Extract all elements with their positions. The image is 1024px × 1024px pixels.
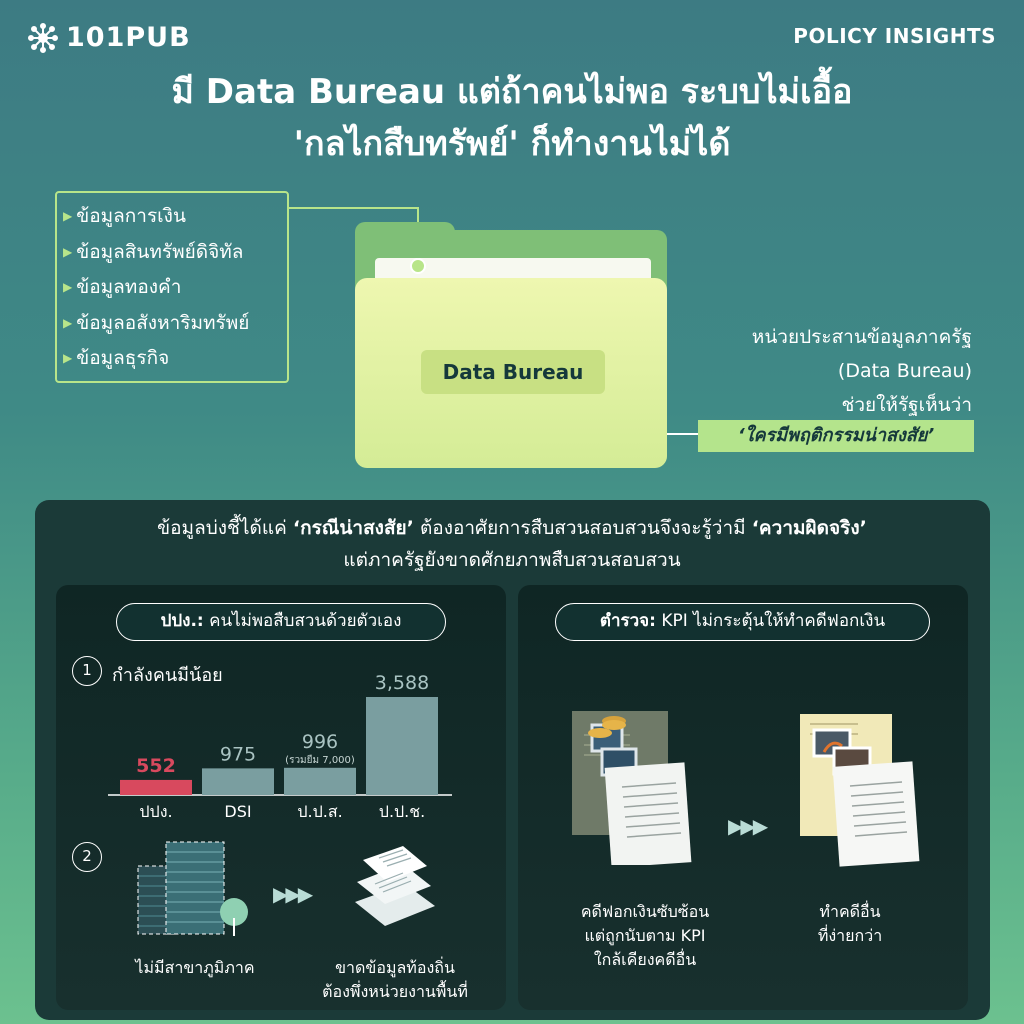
no-regional-branch-caption: ไม่มีสาขาภูมิภาค bbox=[135, 958, 255, 977]
category-label: DSI bbox=[224, 802, 252, 821]
complex-case-caption: คดีฟอกเงินซับซ้อน แต่ถูกนับตาม KPI ใกล้เคียงคดีอื่น bbox=[580, 902, 710, 969]
title-line-2: 'กลไกสืบทรัพย์' ก็ทำงานไม่ได้ bbox=[293, 124, 731, 164]
list-item: ▶ ข้อมูลการเงิน bbox=[63, 205, 186, 227]
bar-value-label: 552 bbox=[136, 754, 176, 777]
bar-value-label: 975 bbox=[219, 743, 257, 766]
folder-label: Data Bureau bbox=[421, 350, 605, 394]
title-line-1: มี Data Bureau แต่ถ้าคนไม่พอ ระบบไม่เอื้อ bbox=[171, 72, 853, 112]
list-item: ▶ ข้อมูลสินทรัพย์ดิจิทัล bbox=[63, 240, 244, 263]
bar-value-label: 996 bbox=[301, 730, 339, 753]
step1-title: กำลังคนมีน้อย bbox=[112, 665, 223, 686]
bar-note-label: (รวมยืม 7,000) bbox=[285, 754, 355, 766]
list-item: ▶ ข้อมูลอสังหาริมทรัพย์ bbox=[63, 311, 250, 334]
arrow-chevrons-icon: ▶▶▶ bbox=[273, 882, 311, 906]
local-data-caption: ขาดข้อมูลท้องถิ่น ต้องพึ่งหน่วยงานพื้นที่ bbox=[322, 958, 468, 1001]
other-case-icon bbox=[798, 708, 923, 868]
building-icon bbox=[128, 838, 258, 938]
amlo-pill: ปปง.: คนไม่พอสืบสวนด้วยตัวเอง bbox=[116, 603, 446, 641]
bar bbox=[366, 697, 438, 795]
panel-statement: ข้อมูลบ่งชี้ได้แค่ ‘กรณีน่าสงสัย’ ต้องอาศัยการสืบสวนสอบสวนจึงจะรู้ว่ามี ‘ความผิดจริง’ แต่ภาครัฐยังขาดศักยภาพสืบสวนสอบสวน bbox=[157, 517, 867, 571]
step-number: 2 bbox=[72, 842, 102, 872]
section-tag: POLICY INSIGHTS bbox=[793, 24, 996, 48]
step-number: 1 bbox=[72, 656, 102, 686]
staff-bar-chart bbox=[100, 670, 460, 825]
bar-value-label: 3,588 bbox=[374, 672, 430, 694]
emphasis-real-offense: ‘ความผิดจริง’ bbox=[751, 517, 867, 539]
arrow-chevrons-icon: ▶▶▶ bbox=[728, 814, 766, 838]
category-label: ป.ป.ส. bbox=[297, 802, 343, 821]
list-item: ▶ ข้อมูลธุรกิจ bbox=[63, 347, 170, 369]
police-pill: ตำรวจ: KPI ไม่กระตุ้นให้ทำคดีฟอกเงิน bbox=[555, 603, 930, 641]
category-label: ป.ป.ช. bbox=[378, 802, 426, 821]
list-item: ▶ ข้อมูลทองคำ bbox=[63, 276, 182, 298]
bureau-description: หน่วยประสานข้อมูลภาครัฐ (Data Bureau) ช่วยให้รัฐเห็นว่า bbox=[751, 326, 972, 416]
suspicious-behavior-highlight: ‘ใครมีพฤติกรรมน่าสงสัย’ bbox=[698, 420, 974, 452]
document-stack-icon bbox=[345, 842, 445, 942]
emphasis-suspicious: ‘กรณีน่าสงสัย’ bbox=[292, 517, 414, 539]
bar bbox=[284, 768, 356, 795]
laundering-case-icon bbox=[570, 705, 700, 865]
category-label: ปปง. bbox=[139, 802, 173, 821]
easier-case-caption: ทำคดีอื่น ที่ง่ายกว่า bbox=[817, 902, 883, 945]
bar bbox=[202, 768, 274, 795]
bar bbox=[120, 780, 192, 795]
brand-name: 101PUB bbox=[66, 22, 191, 53]
